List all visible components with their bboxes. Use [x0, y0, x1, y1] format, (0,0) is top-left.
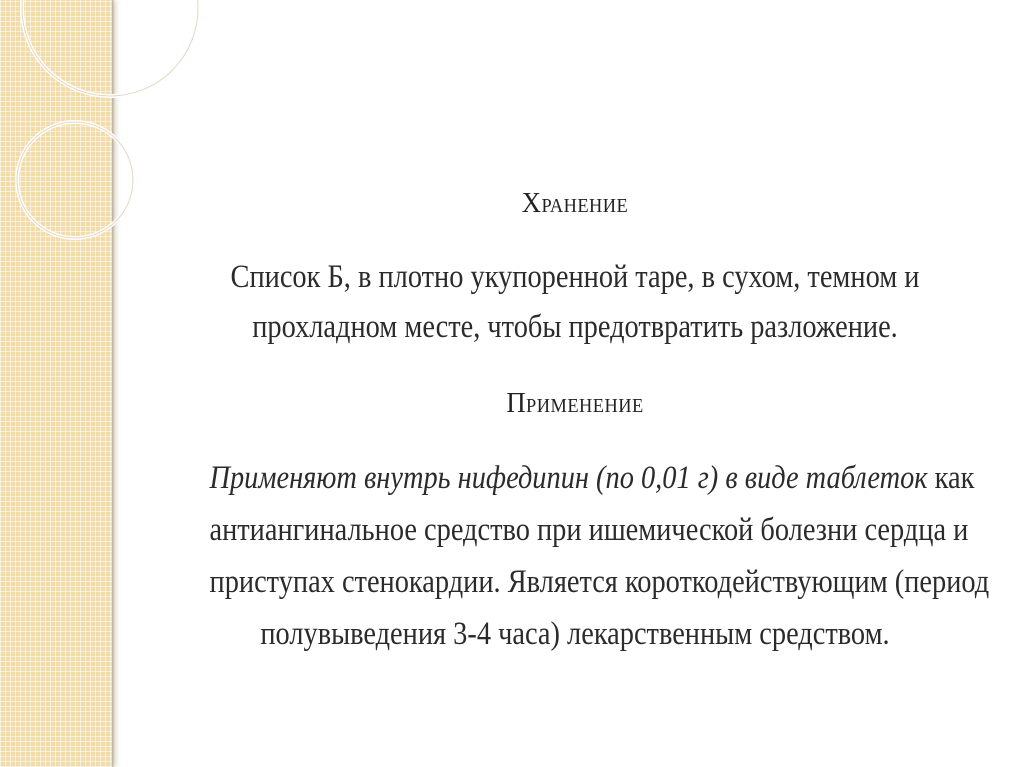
storage-text-line: прохладном месте, чтобы предотвратить разложение. — [252, 309, 898, 345]
usage-text-line: антиангинальное средство при ишемической болезни сердца и — [209, 512, 969, 548]
storage-text — [210, 252, 941, 352]
usage-text-line: полувыведения 3-4 часа) лекарственным средством. — [260, 616, 890, 652]
usage-text-line: приступах стенокардии. Является короткодействующим (период — [209, 564, 990, 600]
usage-heading: Применение — [506, 387, 644, 419]
storage-heading: Хранение — [521, 187, 629, 219]
usage-italic-text: Применяют внутрь нифедипин (по 0,01 г) в виде таблеток — [209, 460, 928, 496]
usage-text-line — [209, 452, 975, 504]
usage-text — [209, 452, 990, 660]
slide-content — [150, 180, 1000, 660]
usage-text-rest: как — [927, 460, 975, 496]
storage-text-line: Список Б, в плотно укупоренной таре, в сухом, темном и — [230, 259, 920, 295]
